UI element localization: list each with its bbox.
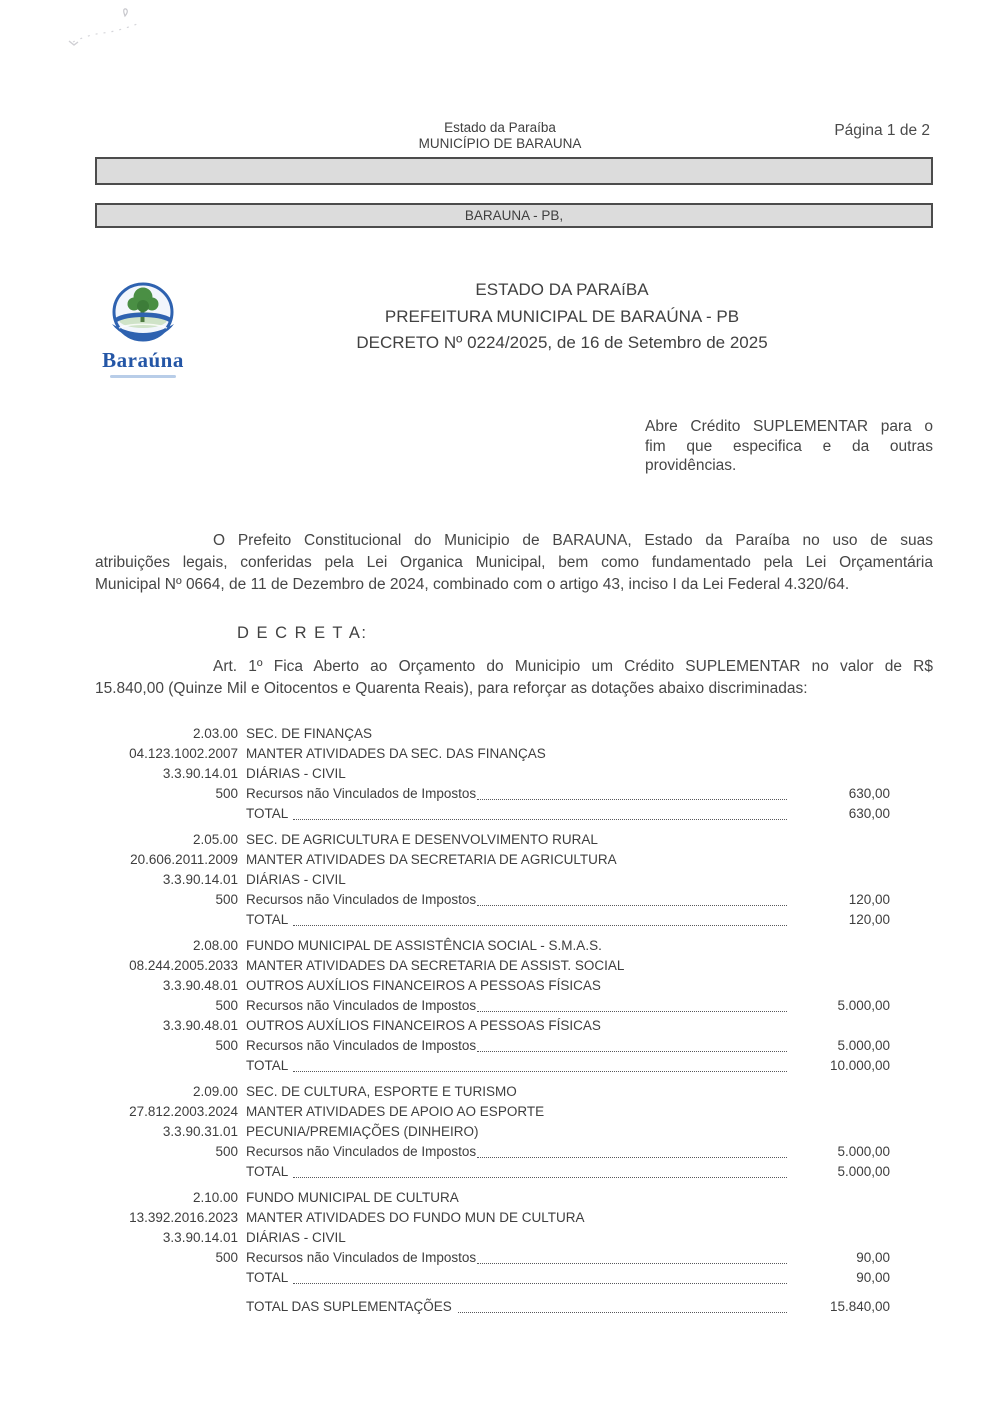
budget-label: SEC. DE CULTURA, ESPORTE E TURISMO	[246, 1084, 517, 1099]
budget-desc	[246, 1016, 890, 1036]
budget-label: TOTAL	[246, 912, 289, 927]
budget-label: Recursos não Vinculados de Impostos	[246, 786, 477, 801]
budget-desc	[246, 1082, 890, 1102]
budget-row	[96, 1248, 890, 1268]
budget-label: TOTAL	[246, 1058, 289, 1073]
budget-row	[96, 724, 890, 744]
budget-code: 3.3.90.14.01	[162, 872, 238, 887]
budget-row	[96, 1208, 890, 1228]
budget-code: 04.123.1002.2007	[129, 746, 238, 761]
budget-code: 2.03.00	[192, 726, 238, 741]
budget-desc	[246, 1297, 790, 1317]
budget-label: OUTROS AUXÍLIOS FINANCEIROS A PESSOAS FÍSICAS	[246, 978, 601, 993]
municipal-logo	[98, 282, 188, 378]
budget-label: TOTAL	[246, 1270, 289, 1285]
budget-label: TOTAL	[246, 1164, 289, 1179]
budget-desc	[246, 1188, 890, 1208]
budget-row	[96, 1082, 890, 1102]
dotted-leader	[477, 890, 787, 906]
budget-row	[96, 870, 890, 890]
budget-value: 5.000,00	[837, 1038, 890, 1053]
paragraph-line: Municipal Nº 0664, de 11 de Dezembro de 2024, combinado com o artigo 43, inciso I da Lei Federal 4.320/64.	[95, 576, 850, 593]
dotted-leader	[293, 910, 787, 926]
budget-block	[96, 830, 890, 930]
budget-row	[96, 1142, 890, 1162]
article1-paragraph	[95, 656, 933, 700]
budget-code	[96, 910, 238, 930]
budget-value: 5.000,00	[837, 998, 890, 1013]
budget-desc	[246, 764, 890, 784]
budget-row	[96, 830, 890, 850]
budget-row	[96, 956, 890, 976]
budget-row	[96, 1162, 890, 1182]
dotted-leader	[477, 784, 787, 800]
budget-label: TOTAL DAS SUPLEMENTAÇÕES	[246, 1299, 452, 1314]
budget-value: 120,00	[848, 912, 890, 927]
budget-value: 10.000,00	[829, 1058, 890, 1073]
dotted-leader	[477, 1036, 787, 1052]
paragraph-line: fim que especifica e da outras	[645, 437, 933, 455]
budget-desc	[246, 1142, 790, 1162]
budget-desc	[246, 1036, 790, 1056]
budget-row	[96, 1056, 890, 1076]
budget-label: SEC. DE AGRICULTURA E DESENVOLVIMENTO RURAL	[246, 832, 598, 847]
budget-code: 13.392.2016.2023	[129, 1210, 238, 1225]
scan-artifact-marks	[25, 4, 155, 54]
preamble-paragraph	[95, 530, 933, 596]
budget-block	[96, 1082, 890, 1182]
budget-desc	[246, 870, 890, 890]
decree-title	[200, 277, 924, 357]
budget-code: 500	[215, 1144, 238, 1159]
budget-row	[96, 764, 890, 784]
decree-title-prefecture: PREFEITURA MUNICIPAL DE BARAÚNA - PB	[384, 306, 740, 326]
letterhead-municipality: MUNICÍPIO DE BARAUNA	[418, 136, 582, 151]
budget-code	[96, 1268, 238, 1288]
budget-desc	[246, 830, 890, 850]
paragraph-line: Abre Crédito SUPLEMENTAR para o	[645, 418, 933, 435]
budget-desc	[246, 724, 890, 744]
budget-code: 20.606.2011.2009	[130, 852, 238, 867]
budget-desc	[246, 910, 790, 930]
budget-value: 120,00	[848, 892, 890, 907]
budget-desc	[246, 976, 890, 996]
letterhead-state: Estado da Paraíba	[444, 120, 556, 135]
dotted-leader	[477, 996, 787, 1012]
budget-desc	[246, 936, 890, 956]
budget-desc	[246, 996, 790, 1016]
budget-desc	[246, 1162, 790, 1182]
budget-code: 08.244.2005.2033	[129, 958, 238, 973]
budget-row	[96, 1188, 890, 1208]
budget-code: 500	[215, 998, 238, 1013]
budget-desc	[246, 1268, 790, 1288]
summary-paragraph	[645, 417, 933, 476]
budget-block	[96, 936, 890, 1076]
budget-label: DIÁRIAS - CIVIL	[246, 766, 346, 781]
paragraph-line: 15.840,00 (Quinze Mil e Oitocentos e Quarenta Reais), para reforçar as dotações abaixo discriminadas:	[95, 680, 808, 697]
decree-title-number: DECRETO Nº 0224/2025, de 16 de Setembro de 2025	[356, 333, 768, 352]
budget-row	[96, 804, 890, 824]
paragraph-line: providências.	[645, 457, 737, 474]
header-bar-empty	[95, 157, 933, 185]
budget-code: 3.3.90.14.01	[162, 1230, 238, 1245]
budget-row	[96, 1016, 890, 1036]
budget-row	[96, 744, 890, 764]
budget-value: 630,00	[848, 806, 890, 821]
budget-label: TOTAL	[246, 806, 289, 821]
budget-label: DIÁRIAS - CIVIL	[246, 1230, 346, 1245]
budget-label: PECUNIA/PREMIAÇÕES (DINHEIRO)	[246, 1124, 479, 1139]
budget-row	[96, 1102, 890, 1122]
budget-code: 3.3.90.48.01	[162, 1018, 238, 1033]
budget-desc	[246, 890, 790, 910]
budget-code: 500	[215, 786, 238, 801]
budget-desc	[246, 1056, 790, 1076]
budget-row	[96, 996, 890, 1016]
logo-subtext-line	[110, 375, 176, 378]
budget-label: MANTER ATIVIDADES DO FUNDO MUN DE CULTURA	[246, 1210, 585, 1225]
dotted-leader	[293, 1056, 787, 1072]
budget-label: MANTER ATIVIDADES DA SEC. DAS FINANÇAS	[246, 746, 546, 761]
dotted-leader	[293, 1268, 787, 1284]
budget-table	[96, 724, 890, 1317]
dotted-leader	[293, 1162, 787, 1178]
budget-desc	[246, 1102, 890, 1122]
paragraph-line: atribuições legais, conferidas pela Lei Organica Municipal, bem como fundamentado pela Lei Orçamentária	[95, 554, 933, 571]
budget-row	[96, 936, 890, 956]
dotted-leader	[477, 1248, 787, 1264]
budget-label: MANTER ATIVIDADES DA SECRETARIA DE AGRICULTURA	[246, 852, 617, 867]
budget-block	[96, 1188, 890, 1288]
budget-value: 5.000,00	[837, 1144, 890, 1159]
decreta-heading: D E C R E T A:	[237, 624, 368, 642]
budget-value: 5.000,00	[837, 1164, 890, 1179]
budget-code: 2.10.00	[192, 1190, 238, 1205]
barauna-seal-icon	[103, 282, 183, 342]
decree-title-state: ESTADO DA PARAíBA	[475, 280, 649, 299]
budget-block	[96, 724, 890, 824]
budget-desc	[246, 1248, 790, 1268]
budget-label: Recursos não Vinculados de Impostos	[246, 1038, 477, 1053]
budget-code: 3.3.90.31.01	[162, 1124, 238, 1139]
budget-label: OUTROS AUXÍLIOS FINANCEIROS A PESSOAS FÍSICAS	[246, 1018, 601, 1033]
logo-wordmark: Baraúna	[102, 348, 184, 372]
budget-code	[96, 1297, 238, 1317]
budget-code	[96, 1056, 238, 1076]
paragraph-line: O Prefeito Constitucional do Municipio de BARAUNA, Estado da Paraíba no uso de suas	[213, 532, 933, 549]
budget-desc	[246, 1208, 890, 1228]
budget-label: Recursos não Vinculados de Impostos	[246, 1144, 477, 1159]
budget-label: MANTER ATIVIDADES DA SECRETARIA DE ASSIST. SOCIAL	[246, 958, 625, 973]
budget-desc	[246, 784, 790, 804]
budget-row	[96, 784, 890, 804]
budget-value: 630,00	[848, 786, 890, 801]
budget-row	[96, 1228, 890, 1248]
budget-row	[96, 1122, 890, 1142]
budget-code: 27.812.2003.2024	[129, 1104, 238, 1119]
budget-desc	[246, 850, 890, 870]
header-bar-city-text: BARAUNA - PB,	[464, 208, 564, 223]
budget-row	[96, 1268, 890, 1288]
budget-desc	[246, 744, 890, 764]
page-number-label: Página 1 de 2	[834, 122, 930, 139]
budget-desc	[246, 1122, 890, 1142]
header-bar-city	[95, 203, 933, 228]
budget-row	[96, 850, 890, 870]
budget-label: MANTER ATIVIDADES DE APOIO AO ESPORTE	[246, 1104, 545, 1119]
budget-code: 500	[215, 1250, 238, 1265]
budget-code: 2.08.00	[192, 938, 238, 953]
budget-value: 15.840,00	[829, 1299, 890, 1314]
budget-code	[96, 804, 238, 824]
budget-row	[96, 976, 890, 996]
budget-grand-total	[96, 1297, 890, 1317]
budget-code: 3.3.90.48.01	[162, 978, 238, 993]
budget-code: 3.3.90.14.01	[162, 766, 238, 781]
budget-label: Recursos não Vinculados de Impostos	[246, 892, 477, 907]
budget-code: 2.05.00	[192, 832, 238, 847]
budget-label: Recursos não Vinculados de Impostos	[246, 1250, 477, 1265]
budget-code: 500	[215, 1038, 238, 1053]
dotted-leader	[293, 804, 787, 820]
budget-row	[96, 1297, 890, 1317]
budget-label: FUNDO MUNICIPAL DE CULTURA	[246, 1190, 459, 1205]
budget-label: FUNDO MUNICIPAL DE ASSISTÊNCIA SOCIAL - S.M.A.S.	[246, 938, 602, 953]
budget-value: 90,00	[856, 1250, 890, 1265]
dotted-leader	[477, 1142, 787, 1158]
budget-desc	[246, 804, 790, 824]
budget-code: 2.09.00	[192, 1084, 238, 1099]
budget-label: Recursos não Vinculados de Impostos	[246, 998, 477, 1013]
budget-desc	[246, 1228, 890, 1248]
budget-row	[96, 890, 890, 910]
budget-code: 500	[215, 892, 238, 907]
budget-label: DIÁRIAS - CIVIL	[246, 872, 346, 887]
budget-code	[96, 1162, 238, 1182]
budget-desc	[246, 956, 890, 976]
budget-row	[96, 1036, 890, 1056]
budget-row	[96, 910, 890, 930]
budget-value: 90,00	[856, 1270, 890, 1285]
dotted-leader	[458, 1297, 787, 1313]
paragraph-line: Art. 1º Fica Aberto ao Orçamento do Municipio um Crédito SUPLEMENTAR no valor de R$	[213, 658, 933, 675]
budget-label: SEC. DE FINANÇAS	[246, 726, 373, 741]
